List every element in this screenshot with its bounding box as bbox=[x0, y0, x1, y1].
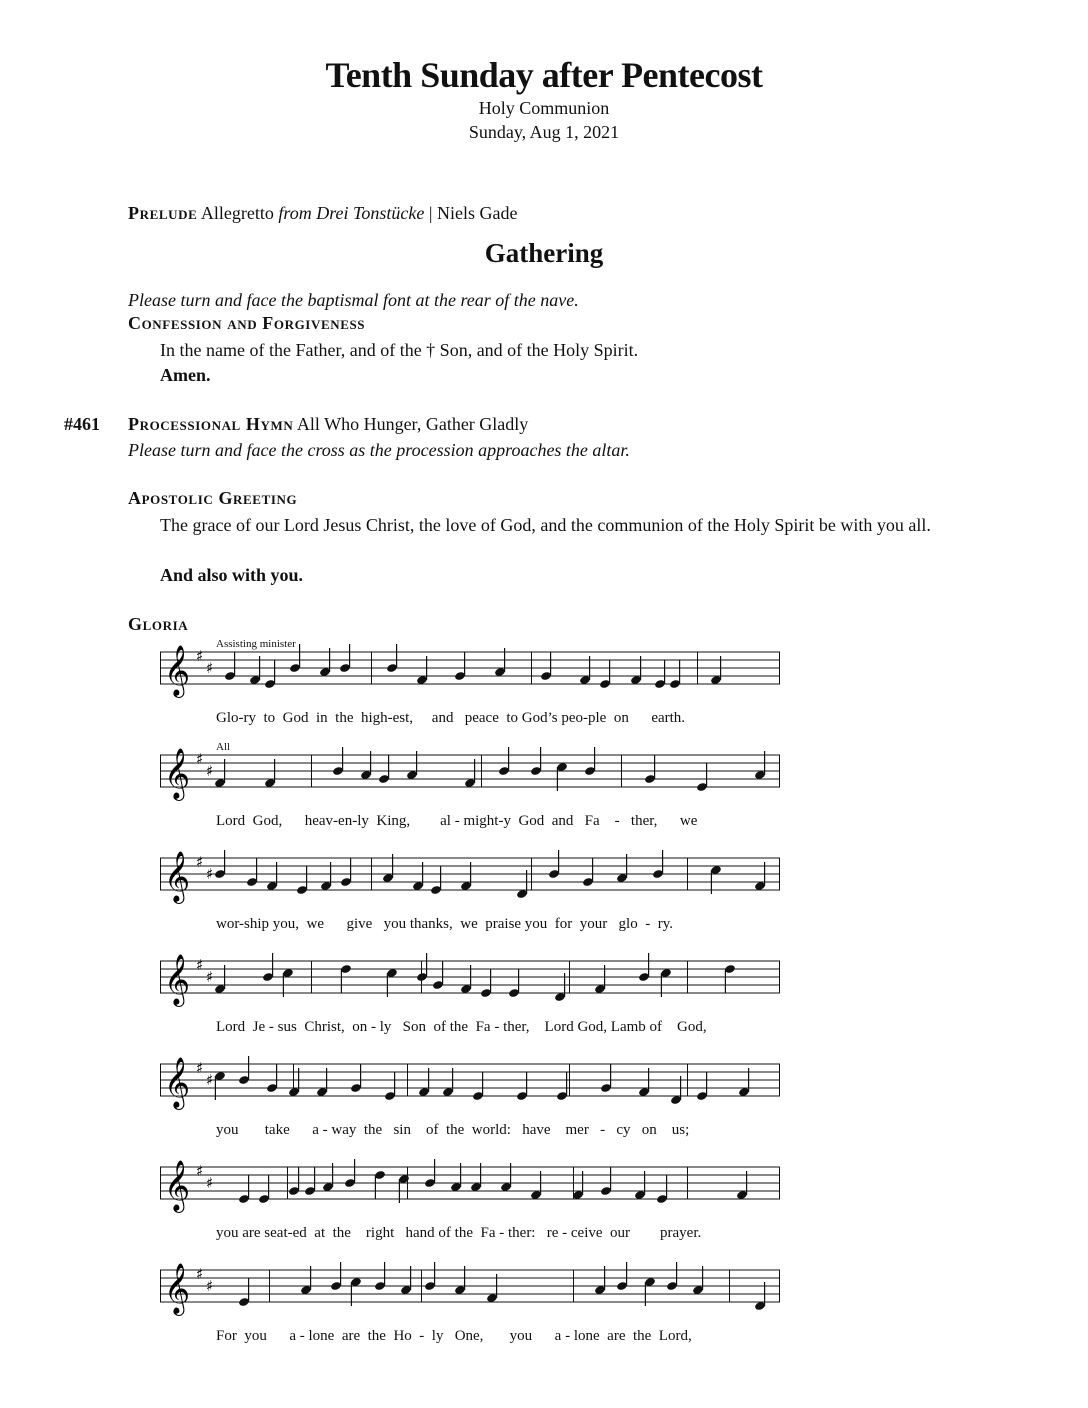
processional-line bbox=[128, 414, 528, 435]
music-system bbox=[160, 1155, 780, 1255]
staff bbox=[160, 743, 780, 803]
treble-clef-icon: 𝄞 bbox=[164, 851, 191, 902]
music-system bbox=[160, 1258, 780, 1358]
sharp-icon: ♯ bbox=[196, 1162, 204, 1180]
staff bbox=[160, 1258, 780, 1318]
lyrics-line: For you a - lone are the Ho - ly One, you a - lone are the Lord, bbox=[216, 1328, 692, 1344]
confession-response: Amen. bbox=[160, 365, 211, 385]
music-system bbox=[160, 640, 780, 740]
prelude-line bbox=[128, 203, 517, 224]
prelude-composer: | Niels Gade bbox=[428, 203, 518, 223]
greeting-label: Apostolic Greeting bbox=[128, 488, 298, 508]
gathering-instruction: Please turn and face the baptismal font at the rear of the nave. bbox=[128, 290, 579, 310]
sharp-icon: ♯ bbox=[206, 1174, 214, 1192]
music-system bbox=[160, 743, 780, 843]
sharp-icon: ♯ bbox=[206, 659, 214, 677]
lyrics-line: Lord God, heav-en-ly King, al - might-y God and Fa - ther, we bbox=[216, 813, 698, 829]
confession-label: Confession and Forgiveness bbox=[128, 313, 366, 333]
treble-clef-icon: 𝄞 bbox=[164, 954, 191, 1005]
prelude-label: Prelude bbox=[128, 203, 198, 223]
greeting-response: And also with you. bbox=[160, 565, 304, 585]
service-name: Holy Communion bbox=[478, 98, 610, 118]
staff bbox=[160, 846, 780, 906]
staff bbox=[160, 1155, 780, 1215]
lyrics-line: you take a - way the sin of the world: have mer - cy on us; bbox=[216, 1122, 690, 1138]
prelude-piece: Allegretto bbox=[200, 203, 274, 223]
prelude-source: from Drei Tonstücke bbox=[278, 203, 425, 223]
confession-text: In the name of the Father, and of the † Son, and of the Holy Spirit. bbox=[160, 340, 639, 360]
treble-clef-icon: 𝄞 bbox=[164, 1057, 191, 1108]
page-title: Tenth Sunday after Pentecost bbox=[325, 55, 763, 95]
voice-cue: Assisting minister bbox=[216, 638, 296, 650]
voice-cue: All bbox=[216, 741, 231, 753]
processional-label: Processional Hymn bbox=[128, 414, 294, 434]
sharp-icon: ♯ bbox=[206, 865, 214, 883]
gloria-label: Gloria bbox=[128, 614, 189, 634]
lyrics-line: Lord Je - sus Christ, on - ly Son of the Fa - ther, Lord God, Lamb of God, bbox=[216, 1019, 707, 1035]
sharp-icon: ♯ bbox=[196, 853, 204, 871]
lyrics-line: Glo-ry to God in the high-est, and peace to God’s peo-ple on earth. bbox=[216, 710, 686, 726]
sharp-icon: ♯ bbox=[206, 1071, 214, 1089]
hymn-number: #461 bbox=[64, 414, 100, 434]
staff bbox=[160, 1052, 780, 1112]
treble-clef-icon: 𝄞 bbox=[164, 1263, 191, 1314]
sharp-icon: ♯ bbox=[196, 647, 204, 665]
treble-clef-icon: 𝄞 bbox=[164, 645, 191, 696]
greeting-text: The grace of our Lord Jesus Christ, the love of God, and the communion of the Holy Spirit be with you all. bbox=[160, 515, 931, 535]
music-system bbox=[160, 1052, 780, 1152]
service-date: Sunday, Aug 1, 2021 bbox=[468, 122, 620, 142]
processional-title: All Who Hunger, Gather Gladly bbox=[296, 414, 529, 434]
sharp-icon: ♯ bbox=[206, 968, 214, 986]
lyrics-line: wor-ship you, we give you thanks, we praise you for your glo - ry. bbox=[216, 916, 673, 932]
sharp-icon: ♯ bbox=[196, 1265, 204, 1283]
sharp-icon: ♯ bbox=[206, 762, 214, 780]
gathering-heading: Gathering bbox=[484, 238, 604, 268]
staff bbox=[160, 949, 780, 1009]
sharp-icon: ♯ bbox=[196, 1059, 204, 1077]
processional-instruction: Please turn and face the cross as the procession approaches the altar. bbox=[128, 440, 630, 460]
music-system bbox=[160, 846, 780, 946]
music-system bbox=[160, 949, 780, 1049]
sharp-icon: ♯ bbox=[206, 1277, 214, 1295]
treble-clef-icon: 𝄞 bbox=[164, 748, 191, 799]
lyrics-line: you are seat-ed at the right hand of the Fa - ther: re - ceive our prayer. bbox=[216, 1225, 702, 1241]
sharp-icon: ♯ bbox=[196, 750, 204, 768]
sharp-icon: ♯ bbox=[196, 956, 204, 974]
treble-clef-icon: 𝄞 bbox=[164, 1160, 191, 1211]
